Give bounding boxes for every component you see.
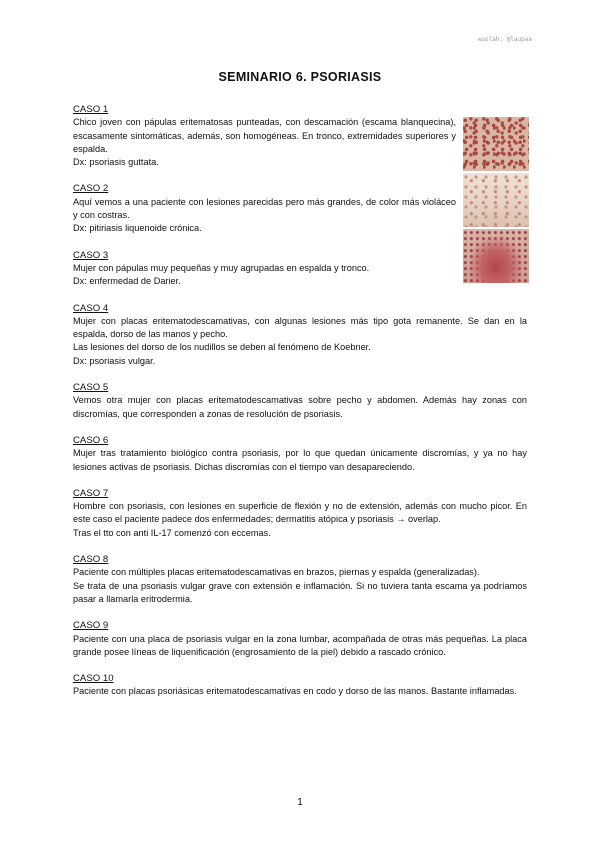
case-text: Paciente con múltiples placas eritematodescamativas en brazos, piernas y espalda (generalizadas). [73,567,480,578]
case-text: Paciente con una placa de psoriasis vulgar en la zona lumbar, acompañada de otras más pequeñas. La placa grande posee líneas de liquenificación (engrosamiento de la piel) debido a rascado crónico. [73,633,527,657]
case-section [73,672,527,699]
case-text: Paciente con placas psoriásicas eritematodescamativas en codo y dorso de las manos. Bastante inflamadas. [73,686,517,697]
case-section [73,619,527,659]
case-section [73,302,527,368]
case-title: CASO 3 [73,249,109,261]
case-title: CASO 8 [73,554,109,566]
case-title: CASO 4 [73,302,109,314]
page-number: 1 [297,797,303,808]
case-title: CASO 2 [73,183,109,195]
case-text: Vemos otra mujer con placas eritematodescamativas sobre pecho y abdomen. Además hay zonas con discromías, que corresponden a zonas de resolución de psoriasis. [73,395,527,419]
case-text: Mujer con placas eritematodescamativas, con algunas lesiones más tipo gota remanente. Se dan en la espalda, dorso de las manos y pecho. [73,315,527,340]
page-title: SEMINARIO 6. PSORIASIS [218,70,382,84]
case-section [73,103,527,169]
case-text: Se trata de una psoriasis vulgar grave con extensión e inflamación. Si no tuviera tanta escama ya podríamos pasar a llamarla eritrodermia. [73,580,527,604]
case-text: Mujer con pápulas muy pequeñas y muy agrupadas en espalda y tronco. [73,262,370,273]
case-section [73,249,527,289]
case-title: CASO 9 [73,620,109,632]
case-text: Hombre con psoriasis, con lesiones en superficie de flexión y no de extensión, además con mucho picor. En este caso el paciente padece dos enfermedades; dermatitis atópica y psoriasis → overlap. [73,501,527,525]
case-section [73,182,527,235]
case-text: Chico joven con pápulas eritematosas punteadas, con descamación (escama blanquecina), escasamente sintomáticas, además, son homogéneas. En tronco, extremidades superiores y espalda. [73,117,456,154]
case-text: Tras el tto con anti IL-17 comenzó con eccemas. [73,527,271,538]
watermark: wuolah: @laupaa [477,36,532,43]
case-text: Aquí vemos a una paciente con lesiones parecidas pero más grandes, de color más violáceo y con costras. [73,196,456,221]
case-section [73,553,527,606]
document-body [73,103,527,712]
case-section [73,381,527,421]
case-title: CASO 6 [73,434,109,446]
case-title: CASO 10 [73,673,114,685]
case-title: CASO 7 [73,487,109,499]
case-text: Las lesiones del dorso de los nudillos se deben al fenómeno de Koebner. [73,342,371,353]
case-diagnosis: Dx: pitiriasis liquenoide crónica. [73,223,202,234]
case-text: Mujer tras tratamiento biológico contra psoriasis, por lo que quedan únicamente discromías, y ya no hay lesiones activas de psoriasis. Dichas discromías con el tiempo van desapareciendo. [73,448,527,472]
case-diagnosis: Dx: enfermedad de Darier. [73,276,181,287]
case-section [73,487,527,540]
case-diagnosis: Dx: psoriasis guttata. [73,157,159,168]
case-title: CASO 1 [73,104,109,115]
case-title: CASO 5 [73,382,109,394]
case-diagnosis: Dx: psoriasis vulgar. [73,355,156,366]
case-section [73,434,527,474]
